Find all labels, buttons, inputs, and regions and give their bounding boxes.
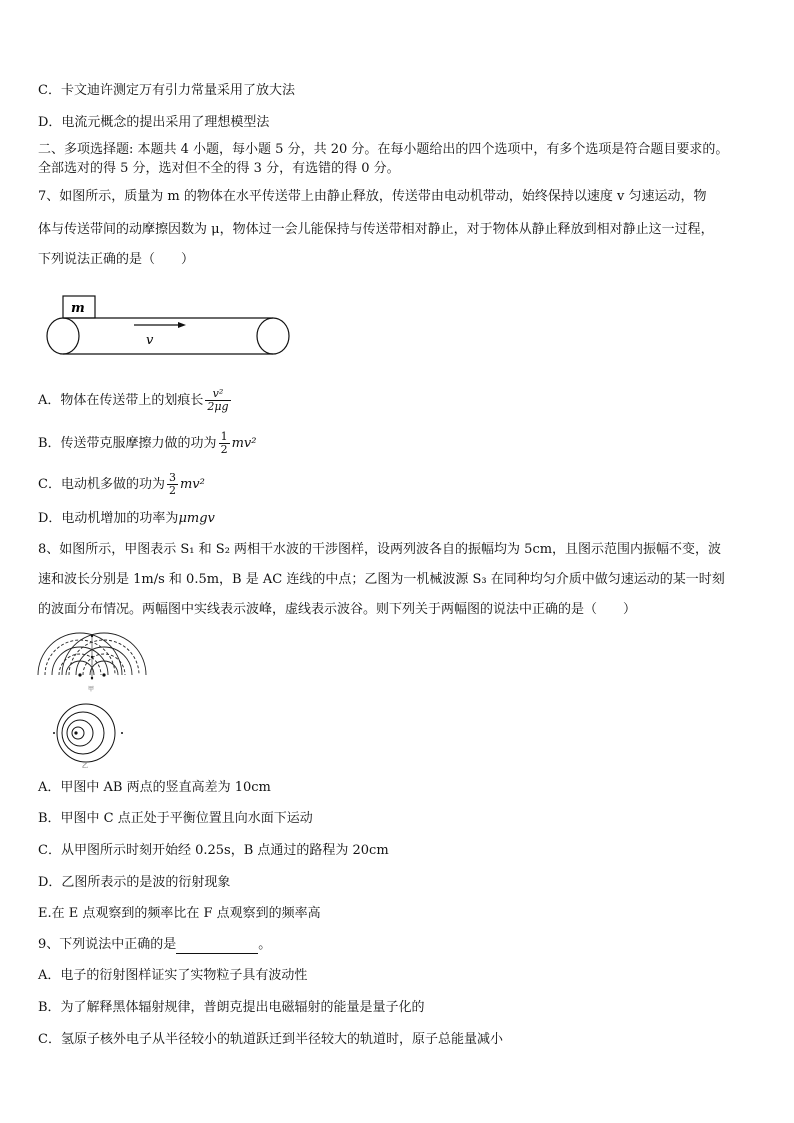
q9-stem (38, 936, 271, 954)
q7-stem-line2: 体与传送带间的动摩擦因数为 μ，物体过一会儿能保持与传送带相对静止，对于物体从静止释放到相对静止这一过程， (38, 222, 714, 237)
point-c (91, 677, 93, 679)
q9-option-c: C．氢原子核外电子从半径较小的轨道跃迁到半径较大的轨道时，原子总能量减小 (38, 1032, 503, 1047)
source-s3 (74, 731, 77, 734)
q8-option-c: C．从甲图所示时刻开始经 0.25s，B 点通过的路程为 20cm (38, 843, 389, 858)
q7-option-c-tail: mv² (179, 477, 205, 492)
velocity-arrowhead (178, 322, 186, 328)
q7-option-d-tail: μmgv (178, 511, 215, 526)
point-f (121, 732, 123, 734)
q7-option-a-fraction (205, 388, 230, 413)
doppler-figure (50, 700, 130, 768)
q8-stem-line2: 速和波长分别是 1m/s 和 0.5m，B 是 AC 连线的中点；乙图为一机械波源 S₃ 在同种均匀介质中做匀速运动的某一时刻 (38, 572, 725, 587)
q7-stem-line1: 7、如图所示，质量为 m 的物体在水平传送带上由静止释放，传送带由电动机带动，始终保持以速度 v 匀速运动，物 (38, 189, 707, 204)
left-pulley (47, 318, 79, 354)
q7-option-b-fraction (219, 431, 230, 456)
q8-option-a: A．甲图中 AB 两点的竖直高差为 10cm (38, 780, 271, 795)
answer-blank[interactable] (176, 939, 258, 954)
q7-option-b-text: B．传送带克服摩擦力做的功为 (38, 436, 217, 451)
fraction-denominator: 2 (220, 443, 228, 456)
q8-option-d: D．乙图所表示的是波的衍射现象 (38, 875, 231, 890)
block-label: m (71, 301, 85, 316)
fraction-denominator: 2 (168, 484, 176, 497)
s2-trough-2 (69, 640, 139, 675)
point-e (53, 732, 55, 734)
fig1-caption: 甲 (88, 686, 95, 692)
q7-option-b (38, 431, 256, 456)
interference-figure (36, 630, 148, 692)
s1-trough-2 (45, 640, 115, 675)
q9-option-a: A．电子的衍射图样证实了实物粒子具有波动性 (38, 968, 308, 983)
q7-option-a-text: A．物体在传送带上的划痕长 (38, 393, 204, 408)
q8-stem-line3: 的波面分布情况。两幅图中实线表示波峰，虚线表示波谷。则下列关于两幅图的说法中正确的是（ ） (38, 602, 637, 617)
conveyor-belt-figure (44, 292, 294, 358)
right-pulley (257, 318, 289, 354)
q9-stem-end: 。 (258, 937, 272, 952)
fraction-denominator: 2μg (207, 400, 229, 413)
q8-option-b: B．甲图中 C 点正处于平衡位置且向水面下运动 (38, 811, 313, 826)
source-s2 (102, 673, 105, 676)
q7-option-c (38, 472, 205, 497)
q7-option-a (38, 388, 233, 413)
source-s1 (78, 673, 81, 676)
q7-stem-line3: 下列说法正确的是（ ） (38, 252, 195, 267)
velocity-label: v (146, 333, 154, 348)
fraction-numerator: v² (205, 388, 230, 401)
wavefront-4 (72, 727, 84, 739)
option-c-prev: C．卡文迪许测定万有引力常量采用了放大法 (38, 83, 295, 98)
q7-option-d (38, 510, 215, 528)
wavefront-2 (62, 712, 104, 754)
q7-option-c-fraction (167, 472, 178, 497)
q8-stem-line1: 8、如图所示，甲图表示 S₁ 和 S₂ 两相干水波的干涉图样，设两列波各自的振幅均为 5cm，且图示范围内振幅不变，波 (38, 542, 722, 557)
section-header-line2: 全部选对的得 5 分，选对但不全的得 3 分，有选错的得 0 分。 (38, 161, 400, 176)
fraction-numerator: 3 (168, 471, 176, 484)
q8-option-e: E.在 E 点观察到的频率比在 F 点观察到的频率高 (38, 906, 321, 921)
wavefront-3 (67, 720, 93, 746)
q7-option-b-tail: mv² (231, 436, 257, 451)
fraction-numerator: 1 (220, 430, 228, 443)
option-d-prev: D．电流元概念的提出采用了理想模型法 (38, 115, 270, 130)
section-header-line1: 二、多项选择题: 本题共 4 小题，每小题 5 分，共 20 分。在每小题给出的四个选项中，有多个选项是符合题目要求的。 (38, 142, 729, 157)
q7-option-c-text: C．电动机多做的功为 (38, 477, 165, 492)
point-a (91, 635, 93, 637)
q9-option-b: B．为了解释黑体辐射规律，普朗克提出电磁辐射的能量是量子化的 (38, 1000, 425, 1015)
q9-stem-text: 9、下列说法中正确的是 (38, 937, 177, 952)
point-b (91, 656, 93, 658)
q7-option-d-text: D．电动机增加的功率为 (38, 511, 179, 526)
fig2-caption: 乙 (82, 763, 89, 768)
